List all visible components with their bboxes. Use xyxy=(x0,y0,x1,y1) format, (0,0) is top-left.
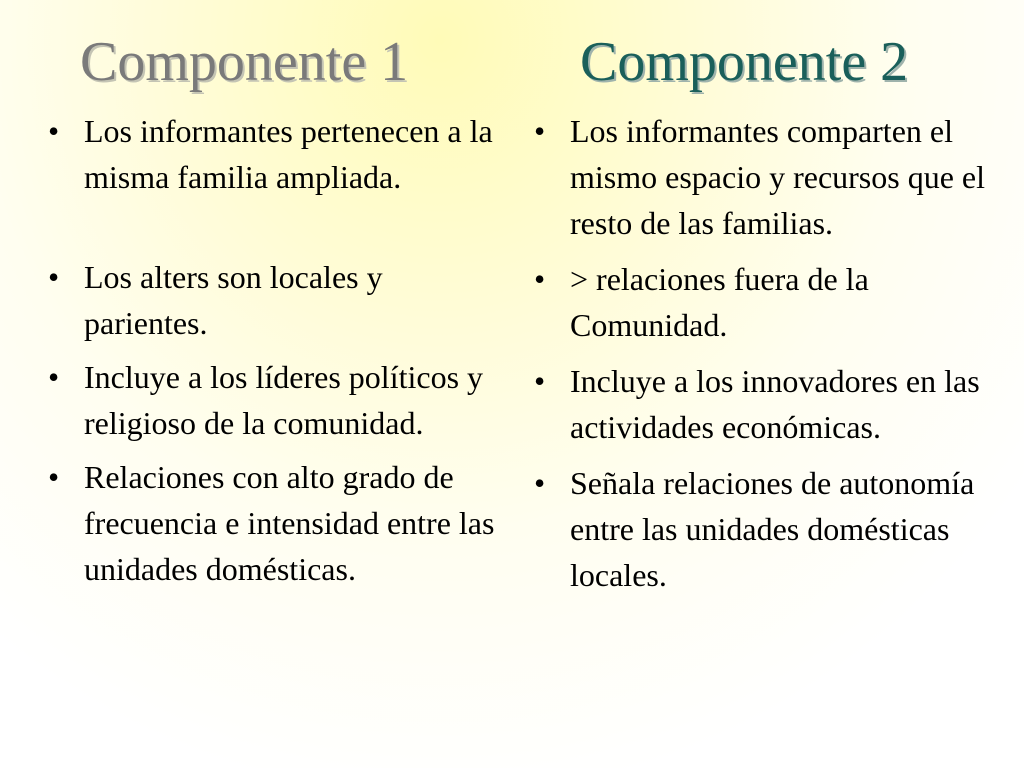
list-item xyxy=(534,358,994,450)
list-item xyxy=(48,108,508,200)
bullet-icon: • xyxy=(534,113,546,149)
list-item xyxy=(48,254,508,346)
component-2-bullet-list xyxy=(534,108,994,598)
list-item xyxy=(534,256,994,348)
bullet-text: Incluye a los innovadores en las actividades económicas. xyxy=(570,363,980,445)
list-item xyxy=(534,460,994,598)
list-item xyxy=(534,108,994,246)
bullet-text: Los informantes comparten el mismo espacio y recursos que el resto de las familias. xyxy=(570,113,985,241)
bullet-icon: • xyxy=(48,359,60,395)
list-item xyxy=(48,454,508,592)
bullet-text: > relaciones fuera de la Comunidad. xyxy=(570,261,869,343)
component-1-title: Componente 1 xyxy=(80,31,409,93)
bullet-text: Los informantes pertenecen a la misma familia ampliada. xyxy=(84,113,493,195)
bullet-icon: • xyxy=(534,261,546,297)
bullet-icon: • xyxy=(534,363,546,399)
bullet-icon: • xyxy=(48,459,60,495)
bullet-text: Incluye a los líderes políticos y religioso de la comunidad. xyxy=(84,359,484,441)
bullet-text: Los alters son locales y parientes. xyxy=(84,259,383,341)
bullet-icon: • xyxy=(534,465,546,501)
bullet-icon: • xyxy=(48,259,60,295)
component-1-bullet-list xyxy=(48,108,508,592)
bullet-text: Señala relaciones de autonomía entre las unidades domésticas locales. xyxy=(570,465,975,593)
bullet-icon: • xyxy=(48,113,60,149)
list-item xyxy=(48,354,508,446)
bullet-text: Relaciones con alto grado de frecuencia e intensidad entre las unidades domésticas. xyxy=(84,459,495,587)
component-2-title: Componente 2 xyxy=(580,31,909,93)
